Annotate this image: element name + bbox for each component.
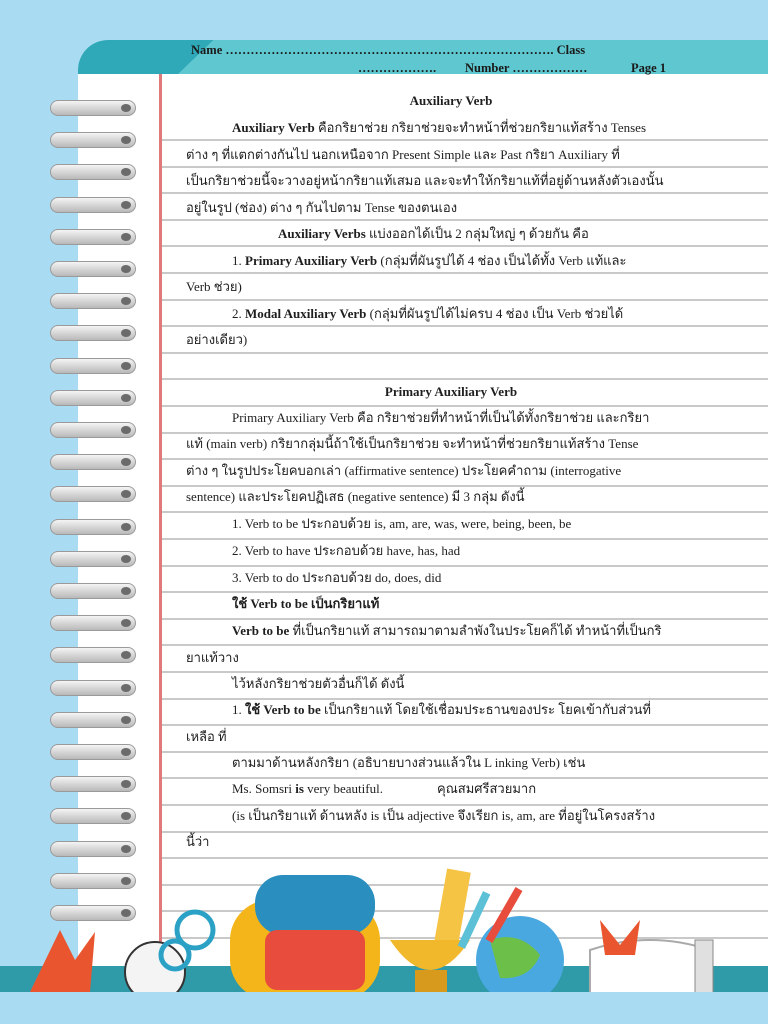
number-field: Number ……………… xyxy=(465,61,588,75)
paragraph-3-line-1: Primary Auxiliary Verb คือ กริยาช่วยที่ทำหน้าที่เป็นได้ทั้งกริยาช่วย และกริยา xyxy=(232,410,650,425)
list-number: 1. xyxy=(232,253,245,268)
usage-item-1-line-2: เหลือ ที่ xyxy=(186,729,227,744)
paragraph-1-line-3: เป็นกริยาช่วยนี้จะวางอยู่หน้ากริยาแท้เสมอ และจะทำให้กริยาแท้ที่อยู่ด้านหลังตัวเองนั้น xyxy=(186,173,664,188)
paragraph-1-text: คือกริยาช่วย กริยาช่วยจะทำหน้าที่ช่วยกริยาแท้สร้าง Tenses xyxy=(314,120,647,135)
verb-to-be-item: 1. Verb to be ประกอบด้วย is, am, are, was, were, being, been, be xyxy=(232,516,572,531)
title-primary-auxiliary-verb: Primary Auxiliary Verb xyxy=(384,384,518,399)
term-modal-auxiliary: Modal Auxiliary Verb xyxy=(245,306,367,321)
title-auxiliary-verb: Auxiliary Verb xyxy=(409,93,493,108)
list-item-primary xyxy=(232,252,768,270)
list-item-primary-line-2: Verb ช่วย) xyxy=(186,279,242,294)
usage-item-1-line-3: ตามมาด้านหลังกริยา (อธิบายบางส่วนแล้วใน L inking Verb) เช่น xyxy=(232,755,586,770)
list-item-text: (กลุ่มที่ผันรูปได้ไม่ครบ 4 ช่อง เป็น Verb ช่วยได้ xyxy=(366,306,624,321)
term-use-verb-to-be: ใช้ Verb to be xyxy=(245,702,321,717)
list-number: 2. xyxy=(232,306,245,321)
verb-to-do-item: 3. Verb to do ประกอบด้วย do, does, did xyxy=(232,570,442,585)
paragraph-1-line-2: ต่าง ๆ ที่แตกต่างกันไป นอกเหนือจาก Present Simple และ Past กริยา Auxiliary ที่ xyxy=(186,147,620,162)
note-line-1: (is เป็นกริยาแท้ ด้านหลัง is เป็น adjective จึงเรียก is, am, are ที่อยู่ในโครงสร้าง xyxy=(232,808,656,823)
paragraph-1-line-4: อยู่ในรูป (ช่อง) ต่าง ๆ กันไปตาม Tense ของตนเอง xyxy=(186,200,458,215)
term-auxiliary-verbs: Auxiliary Verbs xyxy=(278,226,366,241)
paragraph-3-line-4: sentence) และประโยคปฏิเสธ (negative sentence) มี 3 กลุ่ม ดังนี้ xyxy=(186,489,525,504)
paragraph-4-line-3: ไว้หลังกริยาช่วยตัวอื่นก็ได้ ดังนี้ xyxy=(232,676,405,691)
list-number: 1. xyxy=(232,702,245,717)
term-auxiliary-verb: Auxiliary Verb xyxy=(232,120,315,135)
example-subject: Ms. Somsri xyxy=(232,781,296,796)
list-item-text: (กลุ่มที่ผันรูปได้ 4 ช่อง เป็นได้ทั้ง Verb แท้และ xyxy=(377,253,627,268)
usage-item-1 xyxy=(232,701,768,719)
paragraph-4-text: ที่เป็นกริยาแท้ สามารถมาตามลำพังในประโยคก็ได้ ทำหน้าที่เป็นกริ xyxy=(289,623,662,638)
term-primary-auxiliary: Primary Auxiliary Verb xyxy=(245,253,378,268)
paragraph-1-line-1 xyxy=(232,119,768,137)
paragraph-2-text: แบ่งออกได้เป็น 2 กลุ่มใหญ่ ๆ ด้วยกัน คือ xyxy=(365,226,589,241)
paragraph-4-line-1 xyxy=(232,622,768,640)
example-translation: คุณสมศรีสวยมาก xyxy=(437,781,537,796)
term-verb-to-be: Verb to be xyxy=(232,623,290,638)
example-complement: very beautiful. xyxy=(303,781,383,796)
note-line-2: นี้ว่า xyxy=(186,834,210,849)
list-item-modal-line-2: อย่างเดียว) xyxy=(186,332,248,347)
usage-item-text: เป็นกริยาแท้ โดยใช้เชื่อมประธานของประ โยคเข้ากับส่วนที่ xyxy=(320,702,651,717)
paragraph-4-line-2: ยาแท้วาง xyxy=(186,650,239,665)
name-class-field: Name ……………………………………………………………………. Class xyxy=(191,43,586,57)
heading-verb-to-be-main: ใช้ Verb to be เป็นกริยาแท้ xyxy=(232,596,380,611)
page-number: Page 1 xyxy=(631,61,667,75)
verb-to-have-item: 2. Verb to have ประกอบด้วย have, has, had xyxy=(232,543,461,558)
paragraph-3-line-2: แท้ (main verb) กริยากลุ่มนี้ถ้าใช้เป็นกริยาช่วย จะทำหน้าที่ช่วยกริยาแท้สร้าง Tense xyxy=(186,436,639,451)
example-verb: is xyxy=(295,781,304,796)
paragraph-2 xyxy=(278,225,768,243)
list-item-modal xyxy=(232,305,768,323)
paragraph-3-line-3: ต่าง ๆ ในรูปประโยคบอกเล่า (affirmative sentence) ประโยคคำถาม (interrogative xyxy=(186,463,622,478)
number-dots: ………………. xyxy=(358,61,437,75)
